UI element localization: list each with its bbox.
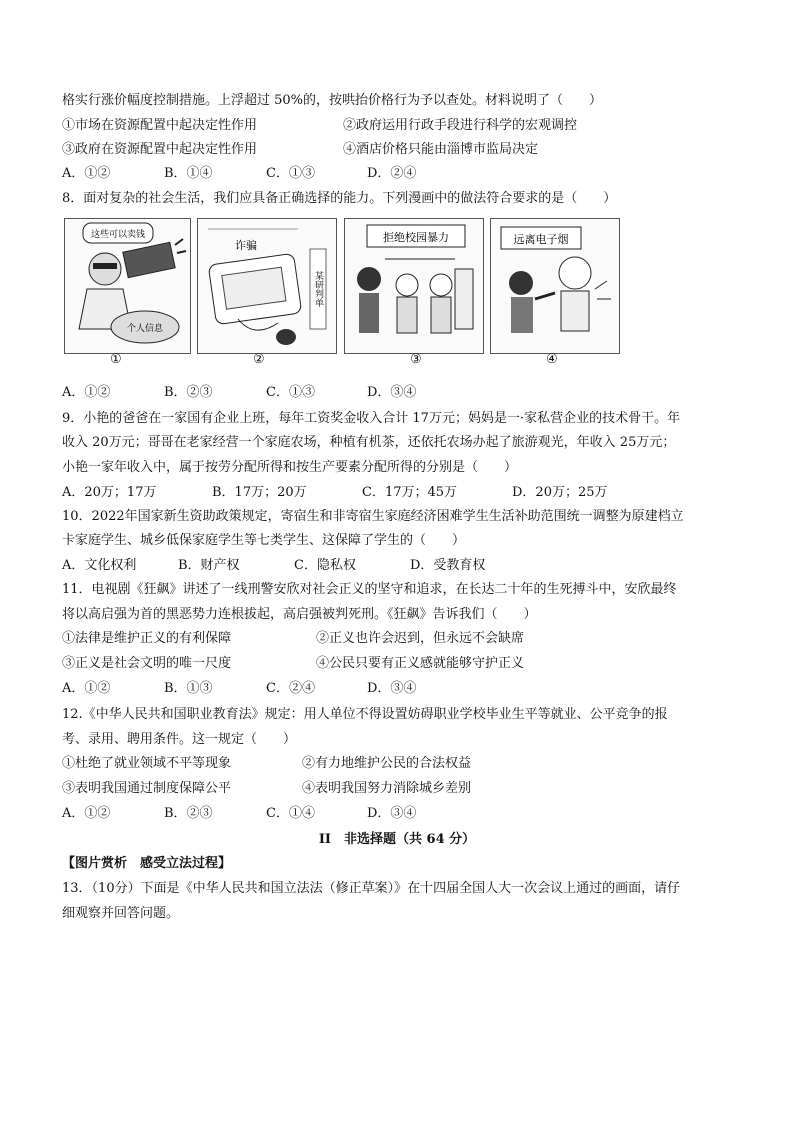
q12-line-1: 12.《中华人民共和国职业教育法》规定：用人单位不得设置妨碍职业学校毕业生平等就业、公平竞争的报 [62, 707, 668, 722]
q10-answer-d: D．受教育权 [410, 558, 486, 573]
comic-1-drawing [65, 219, 190, 353]
comic-2-label: ② [253, 352, 265, 367]
q12-answer-a: A．①② [62, 806, 111, 821]
q7-option-3: ③政府在资源配置中起决定性作用 [62, 142, 258, 157]
q7-answer-c: C．①③ [266, 166, 315, 181]
q12-option-2: ②有力地维护公民的合法权益 [302, 756, 472, 771]
comic-2 [197, 218, 337, 354]
comic-4-drawing [491, 219, 619, 353]
q8-answer-b: B．②③ [164, 385, 213, 400]
section-2-heading: II 非选择题（共 64 分） [318, 832, 476, 847]
q13-line-1: 13．（10分）下面是《中华人民共和国立法法（修正草案）》在十四届全国人大一次会议上通过的画面，请仔 [62, 881, 681, 896]
q11-answer-b: B．①③ [164, 681, 213, 696]
comic-3-label: ③ [410, 352, 422, 367]
q13-line-2: 细观察并回答问题。 [62, 906, 180, 921]
comic-1-sub: 个人信息 [126, 324, 164, 334]
q9-line-2: 收入 20万元；哥哥在老家经营一个家庭农场，种植有机茶，还依托农场办起了旅游观光，年收入 25万元； [62, 435, 676, 450]
comic-3 [344, 218, 484, 354]
q11-option-2: ②正义也许会迟到，但永远不会缺席 [316, 631, 525, 646]
q8-answer-d: D．③④ [367, 385, 417, 400]
q11-answer-c: C．②④ [266, 681, 315, 696]
comic-2-caption: 诈骗 [235, 239, 257, 252]
q11-answer-a: A．①② [62, 681, 111, 696]
q11-option-4: ④公民只要有正义感就能够守护正义 [316, 656, 525, 671]
q7-option-1: ①市场在资源配置中起决定性作用 [62, 118, 258, 133]
section-sub-heading: 【图片赏析 感受立法过程】 [62, 856, 232, 871]
comic-2-drawing [198, 219, 336, 353]
q11-answer-d: D．③④ [367, 681, 417, 696]
q8-stem: 8．面对复杂的社会生活，我们应具备正确选择的能力。下列漫画中的做法符合要求的是（ ） [62, 191, 617, 206]
q9-answer-b: B．17万；20万 [212, 485, 307, 500]
q10-answer-a: A．文化权利 [62, 558, 137, 573]
q10-answer-c: C．隐私权 [294, 558, 356, 573]
q11-line-2: 将以高启强为首的黑恶势力连根拔起，高启强被判死刑。《狂飙》告诉我们（ ） [62, 607, 537, 622]
q9-line-1: 9．小艳的爸爸在一家国有企业上班，每年工资奖金收入合计 17万元；妈妈是一·家私营企业的技术骨干。年 [62, 411, 681, 426]
q8-answer-a: A．①② [62, 385, 111, 400]
comic-3-drawing [345, 219, 483, 353]
comic-1-caption: 这些可以卖钱 [90, 230, 146, 240]
q11-option-3: ③正义是社会文明的唯一尺度 [62, 656, 232, 671]
q12-option-3: ③表明我国通过制度保障公平 [62, 781, 232, 796]
q11-line-1: 11．电视剧《狂飙》讲述了一线刑警安欣对社会正义的坚守和追求，在长达二十年的生死搏斗中，安欣最终 [62, 582, 677, 597]
q8-answer-c: C．①③ [266, 385, 315, 400]
q9-line-3: 小艳一家年收入中，属于按劳分配所得和按生产要素分配所得的分别是（ ） [62, 460, 518, 475]
comic-4 [490, 218, 620, 354]
q12-answer-b: B．②③ [164, 806, 213, 821]
q9-answer-d: D．20万；25万 [512, 485, 608, 500]
q9-answer-a: A．20万；17万 [62, 485, 157, 500]
comic-2-side-text: 某研判单 [313, 271, 323, 307]
q7-answer-a: A．①② [62, 166, 111, 181]
q7-option-2: ②政府运用行政手段进行科学的宏观调控 [343, 118, 578, 133]
q7-stem-end: 格实行涨价幅度控制措施。上浮超过 50%的，按哄抬价格行为予以查处。材料说明了（ ） [62, 93, 603, 108]
q12-answer-c: C．①④ [266, 806, 315, 821]
q9-answer-c: C．17万；45万 [362, 485, 458, 500]
q11-option-1: ①法律是维护正义的有利保障 [62, 631, 232, 646]
q12-line-2: 考、录用、聘用条件。这一规定（ ） [62, 732, 297, 747]
q10-line-2: 卡家庭学生、城乡低保家庭学生等七类学生、这保障了学生的（ ） [62, 533, 466, 548]
q12-option-1: ①杜绝了就业领域不平等现象 [62, 756, 232, 771]
q10-answer-b: B．财产权 [178, 558, 240, 573]
comic-4-label: ④ [546, 352, 558, 367]
q12-answer-d: D．③④ [367, 806, 417, 821]
q10-line-1: 10．2022年国家新生资助政策规定，寄宿生和非寄宿生家庭经济困难学生生活补助范围统一调整为原建档立 [62, 509, 684, 524]
comic-1 [64, 218, 191, 354]
comic-1-label: ① [110, 352, 122, 367]
comic-3-caption: 拒绝校园暴力 [383, 231, 449, 244]
q12-option-4: ④表明我国努力消除城乡差别 [302, 781, 472, 796]
q7-answer-b: B．①④ [164, 166, 213, 181]
q7-option-4: ④酒店价格只能由淄博市监局决定 [343, 142, 539, 157]
q7-answer-d: D．②④ [367, 166, 417, 181]
comic-4-caption: 远离电子烟 [513, 233, 569, 246]
